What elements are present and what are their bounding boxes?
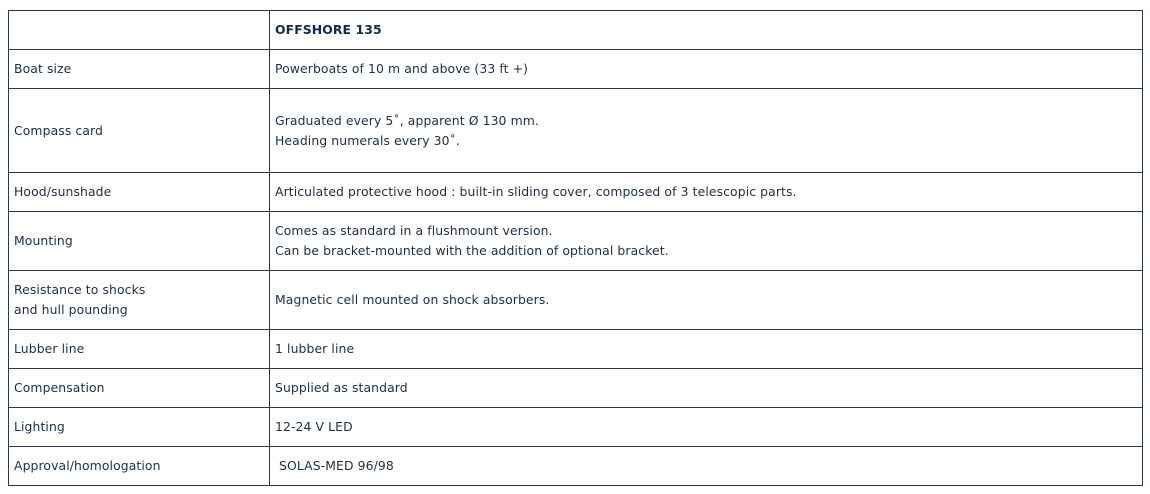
row-label-line: Resistance to shocks xyxy=(14,282,146,297)
row-label-line: Compass card xyxy=(14,122,103,138)
row-label xyxy=(9,330,270,369)
row-value-line: Powerboats of 10 m and above (33 ft +) xyxy=(275,61,529,76)
row-label-line: and hull pounding xyxy=(14,302,128,317)
table-row xyxy=(9,50,1143,89)
table-row xyxy=(9,89,1143,173)
row-label xyxy=(9,89,270,173)
row-label xyxy=(9,212,270,271)
row-value-line: 12-24 V LED xyxy=(275,419,353,434)
row-label xyxy=(9,408,270,447)
row-value-line: Comes as standard in a flushmount version. xyxy=(275,223,553,238)
row-label-line: Boat size xyxy=(14,61,72,76)
header-blank-cell xyxy=(9,11,270,50)
row-label-line: Lubber line xyxy=(14,341,85,356)
row-label xyxy=(9,271,270,330)
row-label-line: Compensation xyxy=(14,380,105,395)
row-label xyxy=(9,173,270,212)
header-row xyxy=(9,11,1143,50)
row-label xyxy=(9,369,270,408)
table-row xyxy=(9,212,1143,271)
table-row xyxy=(9,271,1143,330)
row-value xyxy=(270,173,1143,212)
row-value-line: Magnetic cell mounted on shock absorbers. xyxy=(275,292,550,307)
row-value xyxy=(270,271,1143,330)
row-value xyxy=(270,89,1143,173)
table-row xyxy=(9,369,1143,408)
row-value-line: Can be bracket-mounted with the addition of optional bracket. xyxy=(275,243,669,258)
row-value-line: SOLAS-MED 96/98 xyxy=(275,458,394,473)
table-row xyxy=(9,173,1143,212)
row-value-line: Heading numerals every 30˚. xyxy=(275,132,460,148)
row-label-line: Hood/sunshade xyxy=(14,184,112,199)
row-value xyxy=(270,212,1143,271)
table-row xyxy=(9,408,1143,447)
table-row xyxy=(9,447,1143,486)
product-name-header: OFFSHORE 135 xyxy=(270,11,1143,50)
spec-table xyxy=(8,10,1143,486)
row-value xyxy=(270,50,1143,89)
table-row xyxy=(9,330,1143,369)
row-label-line: Approval/homologation xyxy=(14,458,161,473)
row-label xyxy=(9,50,270,89)
row-value-line: Supplied as standard xyxy=(275,380,408,395)
row-label-line: Mounting xyxy=(14,233,73,248)
row-value xyxy=(270,447,1143,486)
row-value xyxy=(270,408,1143,447)
row-label-line: Lighting xyxy=(14,419,65,434)
row-value-line: Graduated every 5˚, apparent Ø 130 mm. xyxy=(275,112,539,128)
row-value-line: 1 lubber line xyxy=(275,341,355,356)
row-value xyxy=(270,369,1143,408)
row-value xyxy=(270,330,1143,369)
row-label xyxy=(9,447,270,486)
row-value-line: Articulated protective hood : built-in sliding cover, composed of 3 telescopic parts. xyxy=(275,184,797,199)
